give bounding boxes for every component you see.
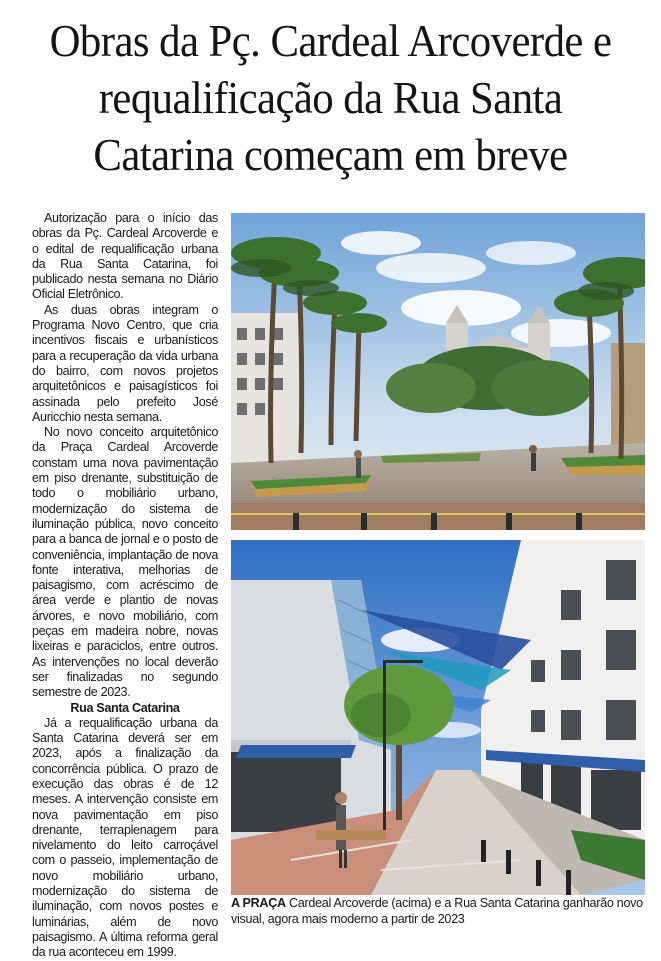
paragraph-3: No novo conceito arquitetônico da Praça Cardeal Arcoverde constam uma nova pavimentação em piso drenante, substituição de todo o mobiliário urbano, modernização do sistema de iluminação pública, novo conceito para a banca de jornal e o posto de conveniência, implantação de nova fonte interativa, melhorias de paisagismo, com acréscimo de área verde e plantio de novas árvores, e novo mobiliário, com peças em madeira nobre, novas lixeiras e paraciclos, entre outros. As intervenções no local deverão ser finalizadas no segundo semestre de 2023. bbox=[32, 425, 218, 700]
subhead-rua-santa-catarina: Rua Santa Catarina bbox=[70, 700, 180, 715]
paragraph-1: Autorização para o início das obras da Pç. Cardeal Arcoverde e o edital de requalificação urbana da Rua Santa Catarina, foi publicado nesta semana no Diário Oficial Eletrônico. bbox=[32, 211, 218, 302]
caption-lead: A PRAÇA bbox=[231, 896, 286, 910]
paragraph-4: Já a requalificação urbana da Santa Catarina deverá ser em 2023, após a finalização da concorrência pública. O prazo de execução das obras é de 12 meses. A intervenção consiste em nova pavimentação em piso drenante, terraplenagem para nivelamento do leito carroçável com o passeio, implementação de novo mobiliário urbano, modernização do sistema de iluminação, com novos postes e luminárias, além de novo paisagismo. A última reforma geral da rua aconteceu em 1999. bbox=[32, 715, 218, 960]
article-body bbox=[32, 211, 218, 961]
rua-santa-catarina-rendering-image bbox=[231, 540, 645, 895]
paragraph-2: As duas obras integram o Programa Novo Centro, que cria incentivos fiscais e urbanísticos para a recuperação da vida urbana do bairro, com novos projetos arquitetônicos e paisagísticos foi assinada pelo prefeito José Auricchio nesta semana. bbox=[32, 302, 218, 424]
photo-caption bbox=[231, 896, 645, 927]
headline: Obras da Pç. Cardeal Arcoverde e requalificação da Rua Santa Catarina começam em breve bbox=[49, 15, 612, 180]
caption-text: Cardeal Arcoverde (acima) e a Rua Santa Catarina ganharão novo visual, agora mais moderno a partir de 2023 bbox=[231, 896, 643, 926]
praca-rendering-image bbox=[231, 213, 645, 530]
